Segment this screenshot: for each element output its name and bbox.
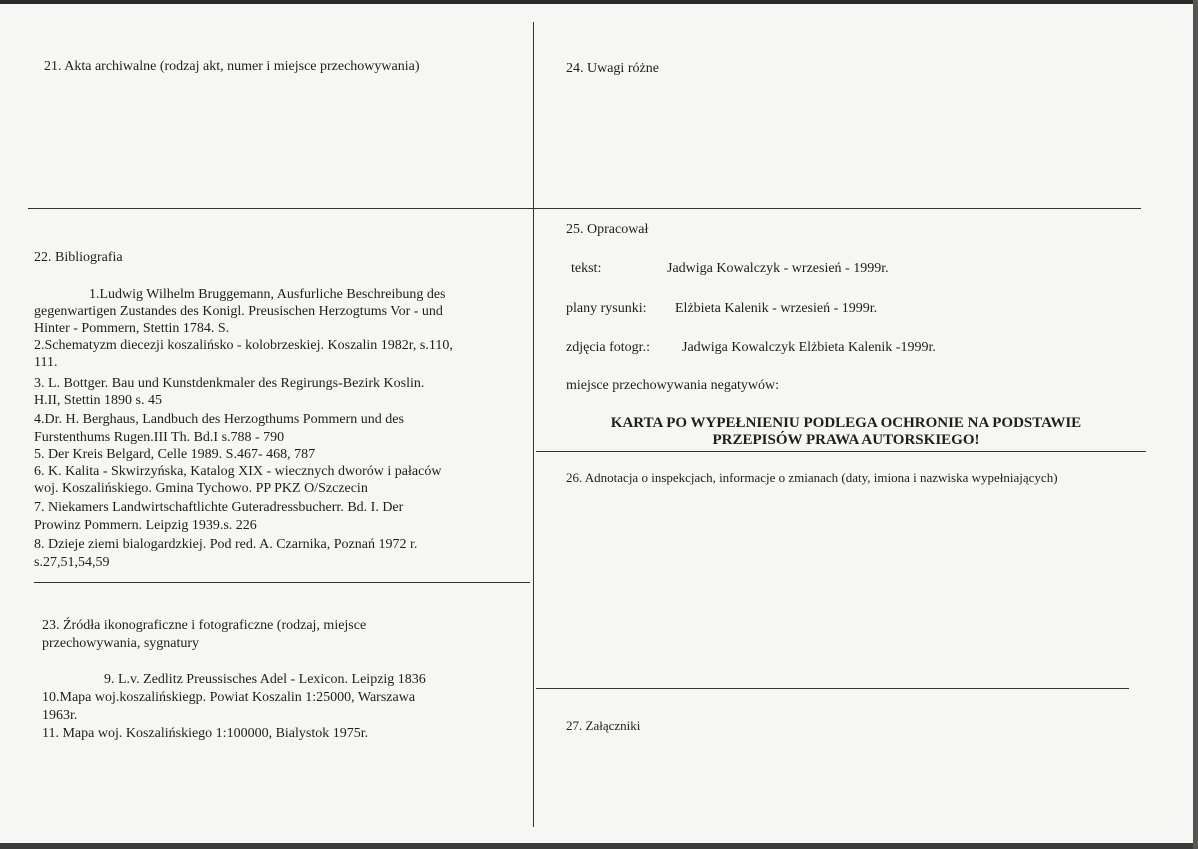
- bibliography-line: 111.: [34, 355, 58, 370]
- plany-label: plany rysunki:: [566, 301, 647, 316]
- column-divider: [533, 22, 534, 827]
- bibliography-line: Hinter - Pommern, Stettin 1784. S.: [34, 321, 230, 336]
- bibliography-line: 2.Schematyzm diecezji koszalińsko - kolobrzeskiej. Koszalin 1982r, s.110,: [34, 338, 453, 353]
- zdjecia-label: zdjęcia fotogr.:: [566, 340, 650, 355]
- section-26-label: 26. Adnotacja o inspekcjach, informacje o zmianach (daty, imiona i nazwiska wypełniających): [566, 470, 1058, 485]
- copyright-notice-line2: PRZEPISÓW PRAWA AUTORSKIEGO!: [712, 432, 980, 448]
- iconography-line: 11. Mapa woj. Koszalińskiego 1:100000, Bialystok 1975r.: [42, 726, 369, 741]
- iconography-line: 10.Mapa woj.koszalińskiegp. Powiat Koszalin 1:25000, Warszawa: [42, 690, 416, 705]
- bibliography-line: s.27,51,54,59: [34, 555, 110, 570]
- bibliography-line: 7. Niekamers Landwirtschaftlichte Guteradressbucherr. Bd. I. Der: [34, 500, 404, 515]
- bibliography-line: H.II, Stettin 1890 s. 45: [34, 393, 162, 408]
- bibliography-line: 1.Ludwig Wilhelm Bruggemann, Ausfurliche Beschreibung des: [89, 287, 446, 302]
- divider-26-27: [536, 688, 1129, 689]
- divider-25-26: [536, 451, 1146, 452]
- bibliography-line: 5. Der Kreis Belgard, Celle 1989. S.467- 468, 787: [34, 447, 316, 462]
- scan-edge-bottom: [0, 843, 1198, 849]
- section-24-label: 24. Uwagi różne: [566, 61, 659, 76]
- iconography-line: 1963r.: [42, 708, 78, 723]
- section-25-label: 25. Opracował: [566, 222, 649, 237]
- zdjecia-value: Jadwiga Kowalczyk Elżbieta Kalenik -1999r.: [682, 340, 936, 355]
- section-27-label: 27. Załączniki: [566, 718, 641, 733]
- section-23-label-line2: przechowywania, sygnatury: [42, 636, 200, 651]
- section-22-label: 22. Bibliografia: [34, 250, 123, 265]
- copyright-notice-line1: KARTA PO WYPEŁNIENIU PODLEGA OCHRONIE NA PODSTAWIE: [610, 415, 1082, 431]
- tekst-label: tekst:: [571, 261, 602, 276]
- bibliography-line: 6. K. Kalita - Skwirzyńska, Katalog XIX - wiecznych dworów i pałaców: [34, 464, 442, 479]
- bibliography-line: 3. L. Bottger. Bau und Kunstdenkmaler des Regirungs-Bezirk Koslin.: [34, 376, 425, 391]
- negatives-storage-label: miejsce przechowywania negatywów:: [566, 378, 780, 393]
- plany-value: Elżbieta Kalenik - wrzesień - 1999r.: [675, 301, 878, 316]
- bibliography-line: gegenwartigen Zustandes des Konigl. Preusischen Herzogtums Vor - und: [34, 304, 443, 319]
- row-divider-top: [28, 208, 1141, 209]
- scan-edge-right: [1193, 0, 1198, 849]
- bibliography-line: 4.Dr. H. Berghaus, Landbuch des Herzogthums Pommern und des: [34, 412, 404, 427]
- bibliography-line: Furstenthums Rugen.III Th. Bd.I s.788 - 790: [34, 430, 285, 445]
- divider-22-23: [34, 582, 530, 583]
- section-23-label-line1: 23. Źródła ikonograficzne i fotograficzne (rodzaj, miejsce: [42, 618, 367, 633]
- tekst-value: Jadwiga Kowalczyk - wrzesień - 1999r.: [667, 261, 889, 276]
- bibliography-line: woj. Koszalińskiego. Gmina Tychowo. PP PKZ O/Szczecin: [34, 481, 368, 496]
- iconography-line: 9. L.v. Zedlitz Preussisches Adel - Lexicon. Leipzig 1836: [104, 672, 426, 687]
- bibliography-line: 8. Dzieje ziemi bialogardzkiej. Pod red. A. Czarnika, Poznań 1972 r.: [34, 537, 418, 552]
- scan-edge-top: [0, 0, 1198, 4]
- section-21-label: 21. Akta archiwalne (rodzaj akt, numer i miejsce przechowywania): [44, 59, 420, 74]
- bibliography-line: Prowinz Pommern. Leipzig 1939.s. 226: [34, 518, 257, 533]
